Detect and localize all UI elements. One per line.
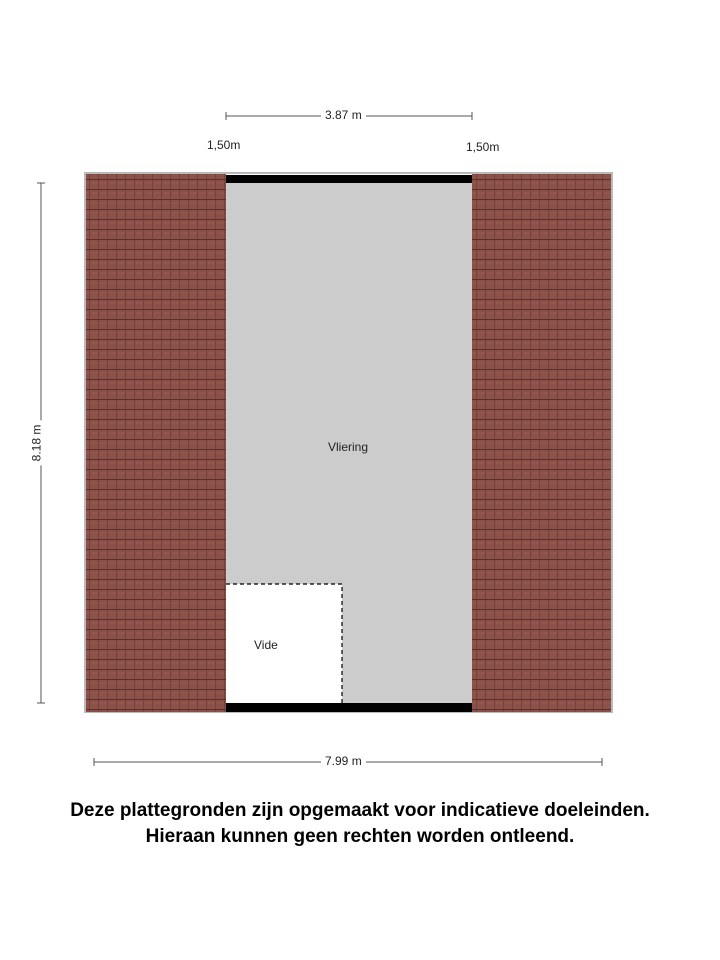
wall-bottom	[226, 703, 472, 712]
disclaimer-line-1: Deze plattegronden zijn opgemaakt voor indicatieve doeleinden.	[70, 800, 650, 821]
wall-top	[226, 175, 472, 183]
room-label-vliering: Vliering	[328, 440, 369, 454]
dimension-side-right-label: 1,50m	[466, 140, 500, 154]
dimension-bottom-label: 7.99 m	[321, 754, 366, 768]
dimension-top-label: 3.87 m	[321, 108, 366, 122]
roof-right	[472, 174, 611, 712]
dimension-left-label: 8.18 m	[29, 421, 43, 466]
roof-left	[86, 174, 226, 712]
room-label-vide: Vide	[254, 638, 278, 652]
dimension-side-left-label: 1,50m	[207, 138, 241, 152]
void-area	[226, 584, 342, 703]
disclaimer-line-2: Hieraan kunnen geen rechten worden ontleend.	[145, 826, 575, 847]
